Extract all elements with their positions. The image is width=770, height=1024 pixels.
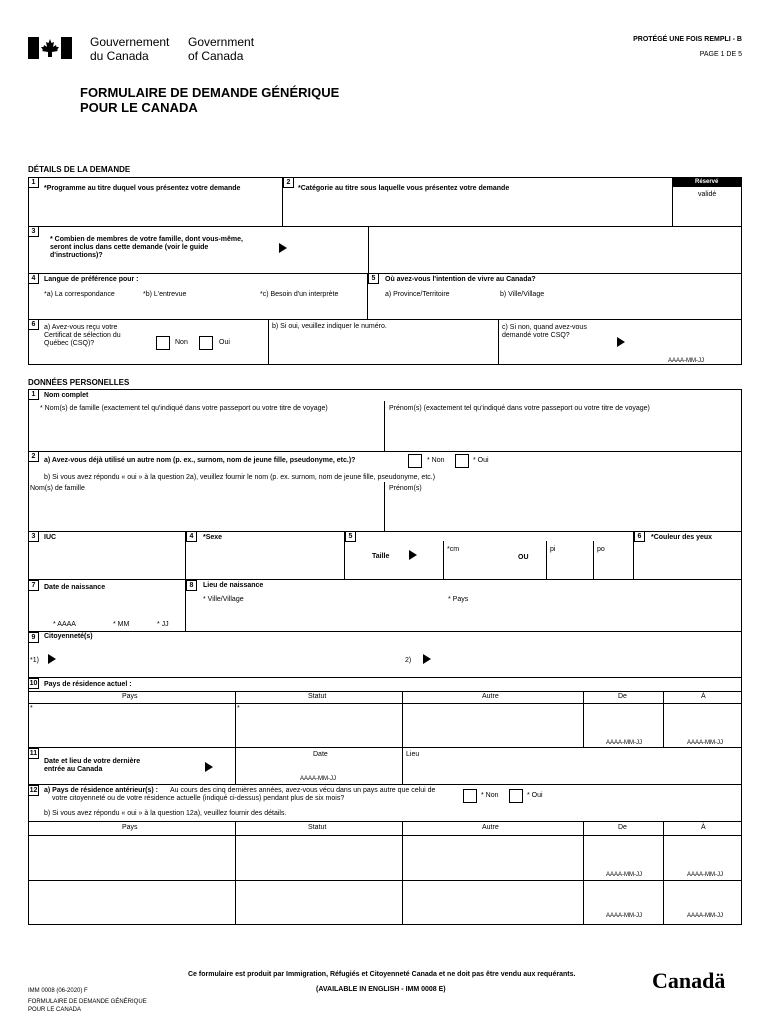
app-details-heading: DÉTAILS DE LA DEMANDE	[28, 165, 131, 174]
p-q10-label: Pays de résidence actuel :	[44, 681, 132, 688]
footer-english: (AVAILABLE IN ENGLISH - IMM 0008 E)	[316, 986, 446, 993]
arrow-icon	[617, 337, 625, 347]
q2-non-label: * Non	[427, 457, 445, 464]
birth-country-label: * Pays	[448, 596, 469, 603]
form-title-2: POUR LE CANADA	[80, 100, 198, 115]
arrow-icon	[409, 550, 417, 560]
q6-non-checkbox[interactable]	[156, 336, 170, 350]
p-q2-nom-label: Nom(s) de famille	[30, 485, 85, 492]
p-q6-label: *Couleur des yeux	[651, 534, 713, 541]
q12-non-checkbox[interactable]	[463, 789, 477, 803]
app-q5-label: Où avez-vous l'intention de vivre au Canada?	[385, 276, 536, 283]
app-q2-label: *Catégorie au titre sous laquelle vous présentez votre demande	[298, 185, 510, 192]
col-autre: Autre	[482, 693, 499, 700]
app-q1-label: *Programme au titre duquel vous présentez votre demande	[44, 185, 241, 192]
app-q3-field[interactable]	[369, 226, 742, 273]
p-q9-label: Citoyenneté(s)	[44, 633, 93, 640]
q-number: 9	[28, 632, 39, 643]
q2-non-checkbox[interactable]	[408, 454, 422, 468]
col-de: De	[618, 693, 627, 700]
col-pays: Pays	[122, 693, 138, 700]
date-format: AAAA-MM-JJ	[606, 872, 642, 878]
gov-fr-1: Gouvernement	[90, 35, 170, 49]
p-q1-nom-label: * Nom(s) de famille (exactement tel qu'indiqué dans votre passeport ou votre titre de voyage)	[40, 405, 328, 412]
cm-label: *cm	[447, 546, 460, 553]
col-statut: Statut	[308, 693, 327, 700]
q-number: 11	[29, 750, 38, 757]
p-q4-label: *Sexe	[203, 534, 223, 541]
app-q5a-label: a) Province/Territoire	[385, 291, 450, 298]
reserve-label: Réservé	[695, 179, 719, 185]
q-number: 5	[368, 273, 379, 284]
page-number: PAGE 1 DE 5	[699, 51, 742, 58]
q-number: 6	[28, 319, 39, 330]
q12-non-label: * Non	[481, 792, 499, 799]
q-number: 7	[28, 580, 39, 591]
p-q8-label: Lieu de naissance	[203, 582, 264, 589]
app-q6a-label: a) Avez-vous reçu votre Certificat de sélection du Québec (CSQ)?	[44, 324, 121, 348]
citizenship-1-label: *1)	[30, 657, 39, 664]
col-pays: Pays	[122, 824, 138, 831]
ou-label: OU	[518, 554, 529, 561]
col-de: De	[618, 824, 627, 831]
col-a: À	[701, 693, 706, 700]
arrow-icon	[205, 762, 213, 772]
canada-wordmark: Canadä	[652, 968, 726, 993]
app-q6b-field[interactable]	[269, 331, 498, 364]
protected-label: PROTÉGÉ UNE FOIS REMPLI - B	[633, 36, 742, 43]
p-q12a-label: Au cours des cinq dernières années, avez-vous vécu dans un pays autre que celui de votre citoyenneté ou de votre résidence actuelle (indiqué ci-dessus) pendant plus de six mois?	[52, 787, 436, 803]
personal-section-frame	[28, 389, 742, 925]
p-q12a-bold: a) Pays de résidence antérieur(s) :	[44, 787, 158, 794]
arrow-icon	[48, 654, 56, 664]
app-q3-label: * Combien de membres de votre famille, dont vous-même, seront inclus dans cette demande (voir le guide d'instructions)?	[50, 236, 243, 260]
pi-label: pi	[550, 546, 556, 553]
date-format: AAAA-MM-JJ	[606, 913, 642, 919]
q2-oui-checkbox[interactable]	[455, 454, 469, 468]
personal-heading: DONNÉES PERSONELLES	[28, 378, 130, 387]
app-q2-field[interactable]	[283, 177, 672, 226]
gov-fr-2: du Canada	[90, 49, 149, 63]
app-q6b-label: b) Si oui, veuillez indiquer le numéro.	[272, 323, 387, 330]
q12-oui-checkbox[interactable]	[509, 789, 523, 803]
q-number: 3	[28, 226, 39, 237]
p-q3-label: IUC	[44, 534, 57, 541]
date-format: AAAA-MM-JJ	[668, 358, 704, 364]
footer-note: Ce formulaire est produit par Immigration, Réfugiés et Citoyenneté Canada et ne doit pas être vendu aux requérants.	[188, 971, 576, 978]
other-given-name-field[interactable]	[385, 494, 741, 530]
form-title-1: FORMULAIRE DE DEMANDE GÉNÉRIQUE	[80, 85, 340, 100]
form-code: IMM 0008 (06-2020) F	[28, 988, 88, 994]
app-q6c-label: c) Si non, quand avez-vous demandé votre CSQ?	[502, 324, 587, 340]
app-q4b-label: *b) L'entrevue	[143, 291, 187, 298]
q12-oui-label: * Oui	[527, 792, 543, 799]
footer-form-2: POUR LE CANADA	[28, 1007, 82, 1013]
q-number: 3	[28, 531, 39, 542]
height-label: Taille	[372, 553, 390, 560]
p-q2a-label: a) Avez-vous déjà utilisé un autre nom (p. ex., surnom, nom de jeune fille, pseudonyme, etc.)?	[44, 457, 356, 464]
arrow-icon	[279, 243, 287, 253]
q2-oui-label: * Oui	[473, 457, 489, 464]
q6-non-label: Non	[175, 339, 188, 346]
gov-en-1: Government	[188, 35, 255, 49]
date-format: AAAA-MM-JJ	[687, 872, 723, 878]
gov-en-2: of Canada	[188, 49, 244, 63]
p-q1-label: Nom complet	[44, 392, 89, 399]
family-name-field[interactable]	[29, 414, 384, 450]
col-autre: Autre	[482, 824, 499, 831]
p-q2-prenom-label: Prénom(s)	[389, 485, 422, 492]
q-number: 5	[345, 531, 356, 542]
q-number: 2	[28, 451, 39, 462]
p-q1-prenom-label: Prénom(s) (exactement tel qu'indiqué dans votre passeport ou votre titre de voyage)	[389, 405, 650, 412]
p-q2b-label: b) Si vous avez répondu « oui » à la question 2a), veuillez fournir le nom (p. ex. surnom, nom de jeune fille, pseudonyme, etc.)	[44, 474, 436, 481]
q-number: 6	[634, 531, 645, 542]
p-q12b-label: b) Si vous avez répondu « oui » à la question 12a), veuillez fournir des détails.	[44, 810, 287, 817]
p-q7-label: Date de naissance	[44, 584, 106, 591]
dob-year-label: * AAAA	[53, 621, 76, 628]
date-format: AAAA-MM-JJ	[687, 913, 723, 919]
q-number: 4	[28, 273, 39, 284]
app-q4c-label: *c) Besoin d'un interprète	[260, 291, 339, 298]
q-number: 2	[283, 177, 294, 188]
app-q1-field[interactable]	[28, 177, 282, 226]
q-number: 8	[186, 580, 197, 591]
col-statut: Statut	[308, 824, 327, 831]
q-number: 4	[186, 531, 197, 542]
footer-form-1: FORMULAIRE DE DEMANDE GÉNÉRIQUE	[28, 999, 147, 1005]
app-q5b-label: b) Ville/Village	[500, 291, 545, 298]
q-number: 1	[28, 389, 39, 400]
required-star: *	[237, 705, 240, 712]
arrow-icon	[423, 654, 431, 664]
birth-city-label: * Ville/Village	[203, 596, 244, 603]
required-star: *	[30, 705, 33, 712]
date-format: AAAA-MM-JJ	[606, 740, 642, 746]
app-q4a-label: *a) La correspondance	[44, 291, 115, 298]
date-format: AAAA-MM-JJ	[300, 776, 336, 782]
po-label: po	[597, 546, 605, 553]
dob-day-label: * JJ	[157, 621, 169, 628]
q6-oui-checkbox[interactable]	[199, 336, 213, 350]
q-number: 1	[28, 177, 39, 188]
col-a: À	[701, 824, 706, 831]
valide-label: validé	[698, 191, 717, 198]
q-number: 12	[29, 787, 38, 794]
other-family-name-field[interactable]	[29, 494, 384, 530]
gov-flag-logo	[28, 37, 72, 59]
q6-oui-label: Oui	[219, 339, 230, 346]
dob-month-label: * MM	[113, 621, 130, 628]
app-q4-label: Langue de préférence pour :	[44, 276, 139, 283]
q-number: 10	[29, 680, 38, 687]
entry-date-label: Date	[313, 751, 328, 758]
entry-place-label: Lieu	[406, 751, 420, 758]
date-format: AAAA-MM-JJ	[687, 740, 723, 746]
citizenship-2-label: 2)	[405, 657, 412, 664]
given-name-field[interactable]	[385, 414, 741, 450]
p-q11-label: Date et lieu de votre dernière entrée au Canada	[44, 758, 141, 774]
